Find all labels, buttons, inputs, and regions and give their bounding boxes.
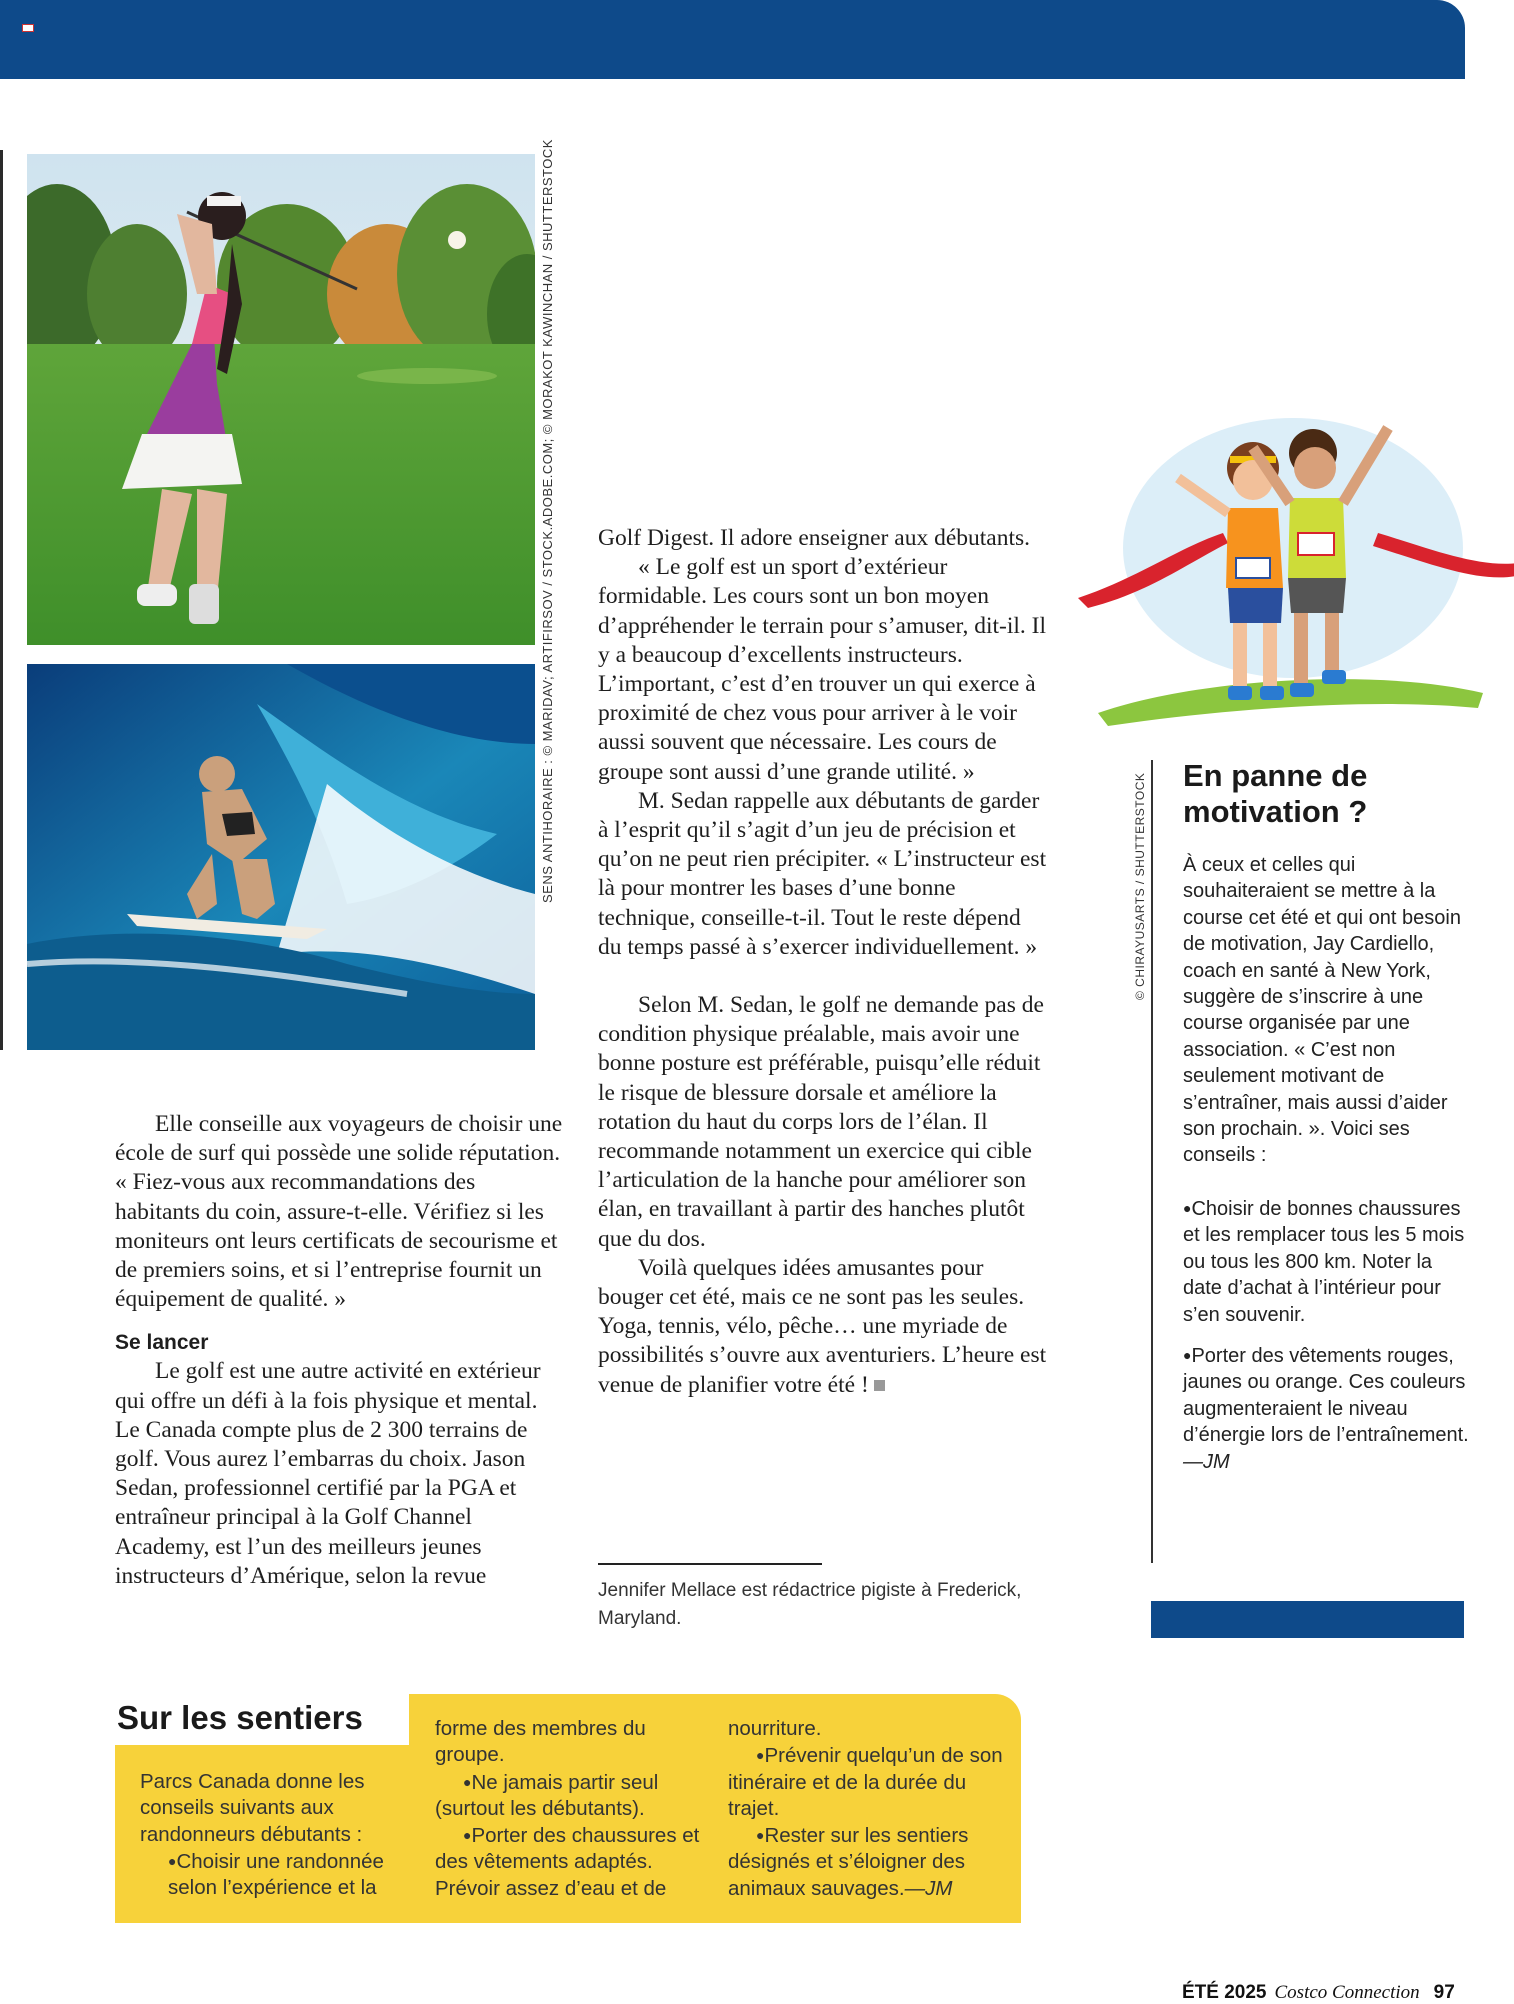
- motivation-sidebar: [1183, 758, 1475, 1475]
- bullet-icon: ●: [1183, 1346, 1192, 1363]
- page-edge-rule: [0, 150, 3, 1050]
- bullet-icon: ●: [756, 1827, 765, 1844]
- trails-item: [728, 1822, 1013, 1902]
- sidebar-title: En panne de motivation ?: [1183, 758, 1368, 829]
- byline-divider: [598, 1563, 822, 1565]
- sidebar-divider: [1151, 760, 1153, 1563]
- trails-title: Sur les sentiers: [117, 1699, 363, 1736]
- trails-item-text: Choisir une randonnée selon l’expérience et la: [168, 1849, 384, 1900]
- bullet-icon: ●: [463, 1827, 472, 1844]
- magazine-name: Costco Connection: [1274, 1982, 1420, 2003]
- trails-column-1: [140, 1769, 420, 1901]
- trails-item-continued: forme des membres du groupe.: [435, 1717, 646, 1767]
- trails-item-text: Porter des chaussures et des vêtements adaptés. Prévoir assez d’eau et de: [435, 1824, 700, 1900]
- article-closing-text: Voilà quelques idées amusantes pour bouger cet été, mais ce ne sont pas les seules. Yoga, tennis, vélo, pêche… une myriade de possibilités s’ouvre aux aventuriers. L’heure est venue de planifier votre été !: [598, 1254, 1047, 1398]
- sidebar-tip: [1183, 1342, 1475, 1475]
- trails-item-text: Rester sur les sentiers désignés et s’éloigner des animaux sauvages.: [728, 1824, 969, 1900]
- article-paragraph: Le golf est une autre activité en extérieur qui offre un défi à la fois physique et mental. Le Canada compte plus de 2 300 terrains de golf. Vous aurez l’embarras du choix. Jason Sedan, professionnel certifié par la PGA et entraîneur principal à la Golf Channel Academy, est l’un des meilleurs jeunes instructeurs d’Amérique, selon la revue: [115, 1358, 541, 1589]
- article-column-1: [115, 1110, 565, 1591]
- sidebar-tip: [1183, 1195, 1475, 1328]
- header-bar: [0, 0, 1465, 79]
- trails-item: [140, 1848, 420, 1902]
- article-paragraph: Selon M. Sedan, le golf ne demande pas de condition physique préalable, mais avoir une bonne posture est préférable, puisqu’elle réduit le risque de blessure dorsale et améliore la rotation du haut du corps lors de l’élan. Il recommande notamment un exercice qui cible l’articulation de la hanche pour améliorer son élan, en travaillant à partir des hanches plutôt que du dos.: [598, 992, 1044, 1252]
- sidebar-intro: À ceux et celles qui souhaiteraient se mettre à la course cet été et qui ont besoin de motivation, Jay Cardiello, coach en santé à New York, suggère de s’inscrire à une course organisée par une association. « C’est non seulement motivant de s’entraîner, mais aussi d’aider son prochain. ». Voici ses conseils :: [1183, 854, 1461, 1167]
- article-paragraph: [598, 1254, 1048, 1400]
- finish-line-illustration: [1078, 408, 1514, 740]
- sidebar-tip-text: Choisir de bonnes chaussures et les remplacer tous les 5 mois ou tous les 800 km. Noter la date d’achat à l’intérieur pour s’en souvenir.: [1183, 1197, 1465, 1326]
- article-column-2: [598, 524, 1048, 1400]
- article-paragraph: Elle conseille aux voyageurs de choisir une école de surf qui possède une solide réputation. « Fiez-vous aux recommandations des habitants du coin, assure-t-elle. Vérifiez si les moniteurs ont leurs certificats de secourisme et de premiers soins, et si l’entreprise fournit un équipement de qualité. »: [115, 1111, 563, 1313]
- trails-item-text: Ne jamais partir seul (surtout les débutants).: [435, 1770, 659, 1820]
- illustration-credit: © CHIRAYUSARTS / SHUTTERSTOCK: [1133, 772, 1147, 1000]
- trails-item: [435, 1822, 710, 1902]
- golf-photo: [27, 154, 535, 645]
- trails-item-continued: nourriture.: [728, 1717, 822, 1740]
- issue-label: ÉTÉ 2025: [1182, 1982, 1267, 2003]
- photo-credit: SENS ANTIHORAIRE : © MARIDAV; ARTIFIRSOV / STOCK.ADOBE.COM; © MORAKOT KAWINCHAN / SHUTTERSTOCK: [540, 139, 555, 903]
- bullet-icon: ●: [756, 1747, 765, 1764]
- article-paragraph: Golf Digest. Il adore enseigner aux débutants.: [598, 525, 1031, 551]
- trails-intro: Parcs Canada donne les conseils suivants aux randonneurs débutants :: [140, 1770, 365, 1846]
- trails-signature: —JM: [904, 1876, 953, 1900]
- surf-photo: [27, 664, 535, 1050]
- trails-item: [728, 1742, 1013, 1822]
- bullet-icon: ●: [463, 1773, 472, 1790]
- page-number: 97: [1433, 1982, 1455, 2003]
- bullet-icon: ●: [1183, 1199, 1192, 1216]
- flag-icon: [22, 24, 34, 32]
- sidebar-tip-text: Porter des vêtements rouges, jaunes ou orange. Ces couleurs augmenteraient le niveau d’énergie lors de l’entraînement.: [1183, 1344, 1469, 1447]
- article-paragraph: M. Sedan rappelle aux débutants de garder à l’esprit qu’il s’agit d’un jeu de précision et qu’on ne peut rien précipiter. « L’instructeur est là pour montrer les bases d’une bonne technique, conseille-t-il. Tout le reste dépend du temps passé à s’exercer individuellement. »: [598, 787, 1047, 960]
- bullet-icon: ●: [168, 1852, 177, 1869]
- article-paragraph: « Le golf est un sport d’extérieur formidable. Les cours sont un bon moyen d’appréhender le terrain pour s’amuser, dit-il. Il y a beaucoup d’excellents instructeurs. L’important, c’est d’en trouver un qui exerce à proximité de chez vous pour arriver à le voir aussi souvent que nécessaire. Les cours de groupe sont aussi d’une grande utilité. »: [598, 554, 1046, 785]
- trails-column-2: [435, 1716, 710, 1902]
- golf-illustration: [27, 154, 535, 645]
- end-mark-icon: [874, 1380, 885, 1391]
- page-folio: [1182, 1982, 1455, 2004]
- trails-item-text: Prévenir quelqu’un de son itinéraire et de la durée du trajet.: [728, 1744, 1003, 1820]
- sidebar-footer-bar: [1151, 1601, 1464, 1638]
- author-byline: Jennifer Mellace est rédactrice pigiste à Frederick, Maryland.: [598, 1580, 1022, 1629]
- trails-item: [435, 1769, 710, 1823]
- section-subhead: Se lancer: [115, 1331, 209, 1355]
- trails-column-3: [728, 1716, 1013, 1902]
- surf-illustration: [27, 664, 535, 1050]
- runners-illustration: [1078, 408, 1514, 740]
- sidebar-signature: —JM: [1183, 1450, 1230, 1473]
